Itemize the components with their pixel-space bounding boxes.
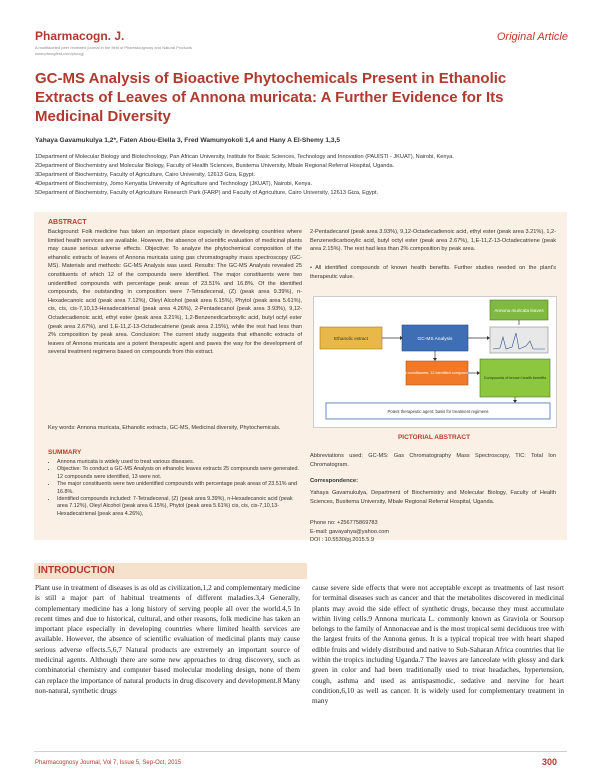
summary-item: • The major constituents were two unidentified compounds with percentage peak areas of 23.51% and 16.8%.	[57, 481, 302, 496]
keywords: Key words: Annona muricata, Ethanolic extracts, GC-MS, Medicinal diversity, Phytochemicals.	[48, 425, 281, 431]
article-type-label: Original Article	[496, 31, 568, 43]
abstract-bullet: • All identified compounds of known health benefits. Further studies needed on the plant's therapeutic value.	[310, 265, 556, 280]
article-title: GC-MS Analysis of Bioactive Phytochemicals Present in Ethanolic Extracts of Leaves of Annona muricata: A Further Evidence for Its Medicinal Diversity	[35, 70, 507, 125]
figure-arrowhead-5	[477, 371, 480, 375]
affiliation-1: 1Department of Molecular Biology and Biotechnology, Pan African University, Institute for Basic Sciences, Technology and Innovation (PAUISTI - JKUAT), Nairobi, Kenya.	[35, 154, 454, 160]
correspondence-heading: Correspondence:	[310, 478, 358, 484]
journal-name: Pharmacogn. J.	[35, 29, 125, 43]
figure-gcms-label: GC-MS Analysis	[417, 337, 453, 342]
summary-item: • Objective: To conduct a GC-MS Analysis on ethanolic leaves extracts 25 compounds were generated. 12 compounds were identified, 13 were not.	[57, 466, 302, 481]
introduction-left-column: Plant use in treatment of diseases is as old as civilization,1,2 and complementary medicine is still a major part of habitual treatments of different maladies.3,4 Generally, complementary medicine has a long history of serving people all over the world.4,5 In recent times and due to historical, cultural, and other reasons, folk medicine has taken an important place especially in developing countries where limited health services are available. However, the absence of scientific evaluation of medicinal plants may cause serious adverse effects.5,6,7 Natural products are extremely an important source of medicinal agents. Although there are some new approaches to drug discovery, such as combinatorial chemistry and computer based molecular modeling design, none of them can replace the importance of natural products in drug discovery and development.8 Many non-natural, synthetic drugs	[35, 583, 300, 695]
abstract-text: Background: Folk medicine has taken an important place especially in developing countries where limited health services are available. However, the absence of scientific evaluation of medicinal plants may cause serious adverse effects. Objective: To analyze the phytochemical composition of the ethanolic extracts of leaves of Annona muricata using gas chromatography mass spectroscopy (GC-MS). Materials and methods: GC-MS Analysis was used. Results: The GC-MS Analysis revealed 25 constituents of which 12 of the compounds were identified. The major constituents were two unidentified compounds with percentage peak areas of 23.51% and 16.8%. Of the identified compounds, the outstanding in composition were 7-Tetradecenal, (Z) (peak area 9.39%), n-Hexadecanoic acid (peak area 7.12%), Oleyl Alcohol (peak area 6.15%), Phytol (peak area 5.61%), cis, cis, cis-7,10,13-Hexadecatrienal (peak area 4.26%), 2-Pentadecanol (peak area 3.93%), 9,12-Octadecadienoic acid, ethyl ester (peak area 3.21%), 1,2-Benzenedicarboxylic acid, butyl octyl ester (peak area 2.67%), and 1,E-11,Z-13-Octadecatriene (peak area 2.15%), while the rest had less than 2% composition by peak area. Conclusion: The current study suggests that ethanolic extracts of leaves of Annona muricata are a potent therapeutic agent and paves the way for the development of several treatment regimens based on compounds from this extract.	[48, 229, 302, 356]
phone-number: Phone no: +256775869783	[310, 520, 378, 526]
summary-item: • Identified compounds included: 7-Tetradecenal, (Z) (peak area 9.39%), n-Hexadecanoic acid (peak area 7.12%), Oleyl Alcohol (peak area 6.15%), Phytol (peak area 5.61%) cis, cis, cis-7,10,13-Hexadecatrienal (peak area 4.26%),	[57, 496, 302, 518]
pictorial-abstract-figure	[313, 296, 557, 428]
figure-arrowhead-4	[433, 358, 437, 361]
affiliation-5: 5Department of Biochemistry, Faculty of Agriculture Research Park (FARP) and Faculty of Agriculture, Cairo University, 12613 Giza, Egypt.	[35, 190, 379, 196]
journal-tagline: A multifaceted peer reviewed journal in the field of Pharmacognosy and Natural Products	[35, 45, 192, 50]
summary-list	[48, 459, 302, 518]
footer-divider	[34, 751, 567, 752]
journal-url[interactable]: www.phcogfirst.com/phcogj	[35, 51, 84, 56]
pictorial-abstract-caption: PICTORIAL ABSTRACT	[397, 434, 471, 441]
summary-heading: SUMMARY	[48, 449, 82, 456]
figure-arrowhead-2	[487, 336, 490, 340]
correspondence-text: Yahaya Gavamukulya, Department of Biochemistry and Molecular Biology, Faculty of Health Sciences, Busitema University, Mbale Regional Referral Hospital, Uganda.	[310, 490, 556, 505]
email-address[interactable]: E-mail: gavayahya@yahoo.com	[310, 529, 390, 535]
introduction-heading: INTRODUCTION	[38, 565, 115, 576]
introduction-right-column: cause severe side effects that were not acceptable except as treatments of last resort for terminal diseases such as cancer and that the metabolites discovered in medicinal plants may avoid the side effect of synthetic drugs, because they must accumulate within living cells.9 Annona muricata L. commonly known as Graviola or Soursop belongs to the family of Annonaceae and is the most tropical semi deciduous tree with the largest fruits of the Annona genus. It is a typical tropical tree with heart shaped edible fruits and widely distributed and native to Sub-Saharan Africa countries that lie within the tropics including Uganda.7 The leaves are lanceolate with glossy and dark green in color and had been traditionally used to treat headaches, hypertension, cough, asthma and used as antispasmodic, sedative and nervine for heart condition,6,10 as well as cancer. It is widely used for complementary treatment in many	[312, 583, 564, 706]
figure-leaves-label: Annona muricata leaves	[494, 308, 544, 313]
affiliation-3: 3Department of Biochemistry, Faculty of Agriculture, Cairo University, 12613 Giza, Egypt.	[35, 172, 255, 178]
figure-benefits-label: Compounds of known health benefits	[483, 376, 547, 380]
figure-conclusion-label: Potent therapeutic agent; basis for treatment regimens	[387, 409, 489, 414]
affiliation-2: 2Department of Biochemistry and Molecular Biology, Faculty of Health Sciences, Busitema University, Mbale Regional Referral Hospital, Uganda.	[35, 163, 395, 169]
abbreviations: Abbreviations used: GC-MS: Gas Chromatography Mass Spectroscopy, TIC: Total Ion Chromatogram.	[310, 453, 556, 468]
abstract-heading: ABSTRACT	[48, 219, 87, 226]
figure-extract-label: Ethanolic extract	[334, 336, 368, 341]
figure-arrowhead-6	[513, 400, 517, 403]
author-list: Yahaya Gavamukulya 1,2*, Faten Abou-Elella 3, Fred Wamunyokoli 1,4 and Hany A El-Shemy 1,3,5	[35, 137, 341, 144]
summary-item: • Annona muricata is widely used to treat various diseases.	[57, 459, 302, 466]
footer-citation: Pharmacognosy Journal, Vol 7, Issue 5, Sep-Oct, 2015	[35, 760, 182, 766]
affiliation-4: 4Department of Biochemistry, Jomo Kenyatta University of Agriculture and Technology (JKUAT), Nairobi, Kenya.	[35, 181, 313, 187]
doi-link[interactable]: DOI : 10.5530/pj.2015.5.9	[310, 537, 375, 543]
figure-results-label: 25 constituents; 12 identified compounds	[402, 371, 472, 375]
abstract-continued: 2-Pentadecanol (peak area 3.93%), 9,12-Octadecadienoic acid, ethyl ester (peak area 3.21%), 1,2-Benzenedicarboxylic acid, butyl octyl ester (peak area 2.67%), 1,E-11,Z-13-Octadecatriene (peak area 2.15%). The rest had less than 2% composition by peak area.	[310, 229, 556, 253]
page-number: 300	[542, 757, 558, 767]
